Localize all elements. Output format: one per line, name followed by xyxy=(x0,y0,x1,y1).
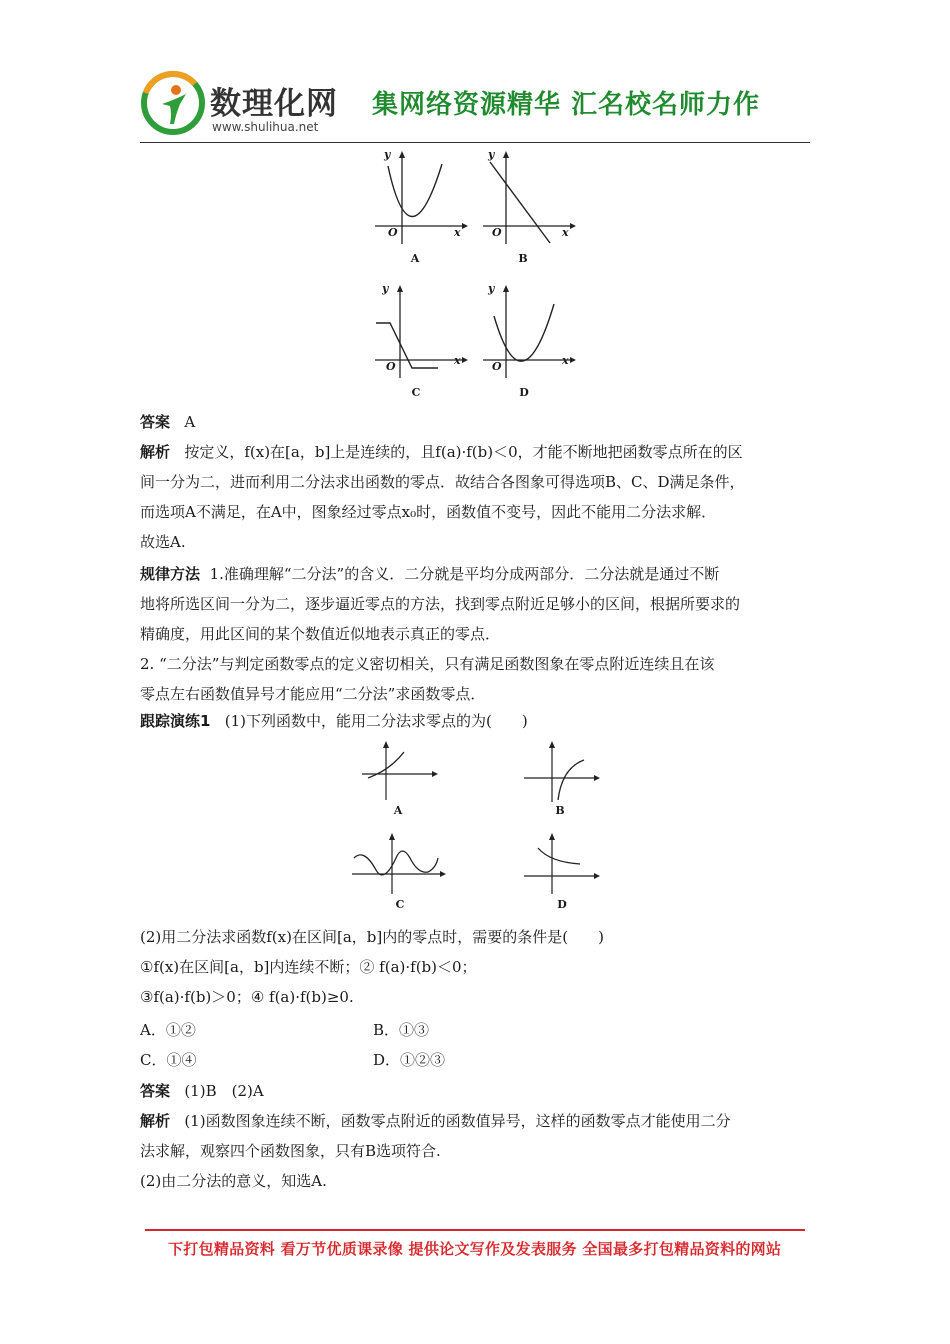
analysis-line: (1)函数图象连续不断，函数零点附近的函数值异号，这样的函数零点才能使用二分 xyxy=(184,1112,731,1130)
brand-name: 数理化网 xyxy=(210,86,338,122)
option-a: A．①② xyxy=(140,1021,196,1039)
method-line: 零点左右函数值异号才能应用“二分法”求函数零点． xyxy=(140,685,486,703)
graph-c-plot xyxy=(350,830,450,896)
figure2-graph-d xyxy=(522,830,602,900)
analysis-line: 按定义，f(x)在[a，b]上是连续的，且f(a)·f(b)＜0，才能不断地把函数零点所在的区 xyxy=(184,443,743,461)
graph-c-plot xyxy=(370,282,470,382)
origin-label: O xyxy=(492,360,502,373)
practice-q1: (1)下列函数中，能用二分法求零点的为( ) xyxy=(224,712,528,730)
figure1-graph-b xyxy=(478,148,578,252)
footer-divider xyxy=(145,1229,805,1231)
option-d: D．①②③ xyxy=(373,1051,446,1069)
figure2-graph-b xyxy=(522,738,602,808)
axis-y-label: y xyxy=(488,148,495,161)
axis-x-label: x xyxy=(454,226,461,239)
answer-label: 答案 xyxy=(140,1082,171,1100)
method-line: 地将所选区间一分为二，逐步逼近零点的方法，找到零点附近足够小的区间，根据所要求的 xyxy=(140,595,741,613)
method-label: 规律方法 xyxy=(140,565,201,583)
figure2-label-c: C xyxy=(395,898,405,911)
method-line: 1.准确理解“二分法”的含义．二分就是平均分成两部分．二分法就是通过不断 xyxy=(209,565,720,583)
axis-y-label: y xyxy=(382,282,389,295)
axis-x-label: x xyxy=(454,354,461,367)
figure1-label-a: A xyxy=(410,252,420,265)
practice-label: 跟踪演练1 xyxy=(140,712,211,730)
practice-cond2: ③f(a)·f(b)＞0；④ f(a)·f(b)≥0. xyxy=(140,988,354,1006)
slogan: 集网络资源精华 汇名校名师力作 xyxy=(372,90,761,120)
analysis-2 xyxy=(140,1106,812,1196)
method-line: 精确度，用此区间的某个数值近似地表示真正的零点． xyxy=(140,625,501,643)
figure1-label-c: C xyxy=(411,386,421,399)
figure1-label-d: D xyxy=(519,386,529,399)
analysis-line: 法求解，观察四个函数图象，只有B选项符合. xyxy=(140,1142,441,1160)
option-c: C．①④ xyxy=(140,1051,197,1069)
answer-1 xyxy=(140,407,812,437)
graph-a-plot xyxy=(360,738,440,804)
figure2-label-a: A xyxy=(393,804,403,817)
practice-question-1 xyxy=(140,706,812,736)
answer-text: A xyxy=(184,413,196,431)
figure2-graph-a xyxy=(360,738,440,808)
axis-x-label: x xyxy=(562,354,569,367)
site-header xyxy=(140,66,812,146)
origin-label: O xyxy=(388,226,398,239)
analysis-label: 解析 xyxy=(140,443,171,461)
practice-q2: (2)用二分法求函数f(x)在区间[a，b]内的零点时，需要的条件是( ) xyxy=(140,928,604,946)
figure2-graph-c xyxy=(350,830,450,900)
answer-2 xyxy=(140,1076,812,1106)
graph-b-plot xyxy=(522,738,602,804)
figure1-label-b: B xyxy=(518,252,528,265)
analysis-1 xyxy=(140,437,812,557)
figure1-graph-a xyxy=(370,148,470,252)
origin-label: O xyxy=(492,226,502,239)
answer-label: 答案 xyxy=(140,413,171,431)
origin-label: O xyxy=(386,360,396,373)
axis-x-label: x xyxy=(562,226,569,239)
method-line: 2. “二分法”与判定函数零点的定义密切相关，只有满足函数图象在零点附近连续且在该 xyxy=(140,655,715,673)
figure2-label-b: B xyxy=(555,804,565,817)
figure1-graph-c xyxy=(370,282,470,386)
header-divider xyxy=(140,142,810,143)
method-section xyxy=(140,559,812,709)
site-url[interactable]: www.shulihua.net xyxy=(212,120,319,134)
figure1-graph-d xyxy=(478,282,578,386)
footer-banner[interactable]: 下打包精品资料 看万节优质课录像 提供论文写作及发表服务 全国最多打包精品资料的网站 xyxy=(168,1240,782,1258)
practice-cond1: ①f(x)在区间[a，b]内连续不断；② f(a)·f(b)＜0； xyxy=(140,958,477,976)
analysis-line: 间一分为二，进而利用二分法求出函数的零点．故结合各图象可得选项B、C、D满足条件， xyxy=(140,473,745,491)
shulihua-logo-icon xyxy=(140,70,206,136)
axis-y-label: y xyxy=(384,148,391,161)
answer-text: (1)B (2)A xyxy=(184,1082,264,1100)
figure2-label-d: D xyxy=(557,898,567,911)
option-b: B．①③ xyxy=(373,1021,430,1039)
analysis-line: 而选项A不满足，在A中，图象经过零点x₀时，函数值不变号，因此不能用二分法求解． xyxy=(140,503,717,521)
analysis-line: 故选A. xyxy=(140,533,186,551)
practice-question-2 xyxy=(140,922,812,1012)
graph-d-plot xyxy=(522,830,602,896)
analysis-label: 解析 xyxy=(140,1112,171,1130)
axis-y-label: y xyxy=(488,282,495,295)
analysis-line: (2)由二分法的意义，知选A. xyxy=(140,1172,327,1190)
